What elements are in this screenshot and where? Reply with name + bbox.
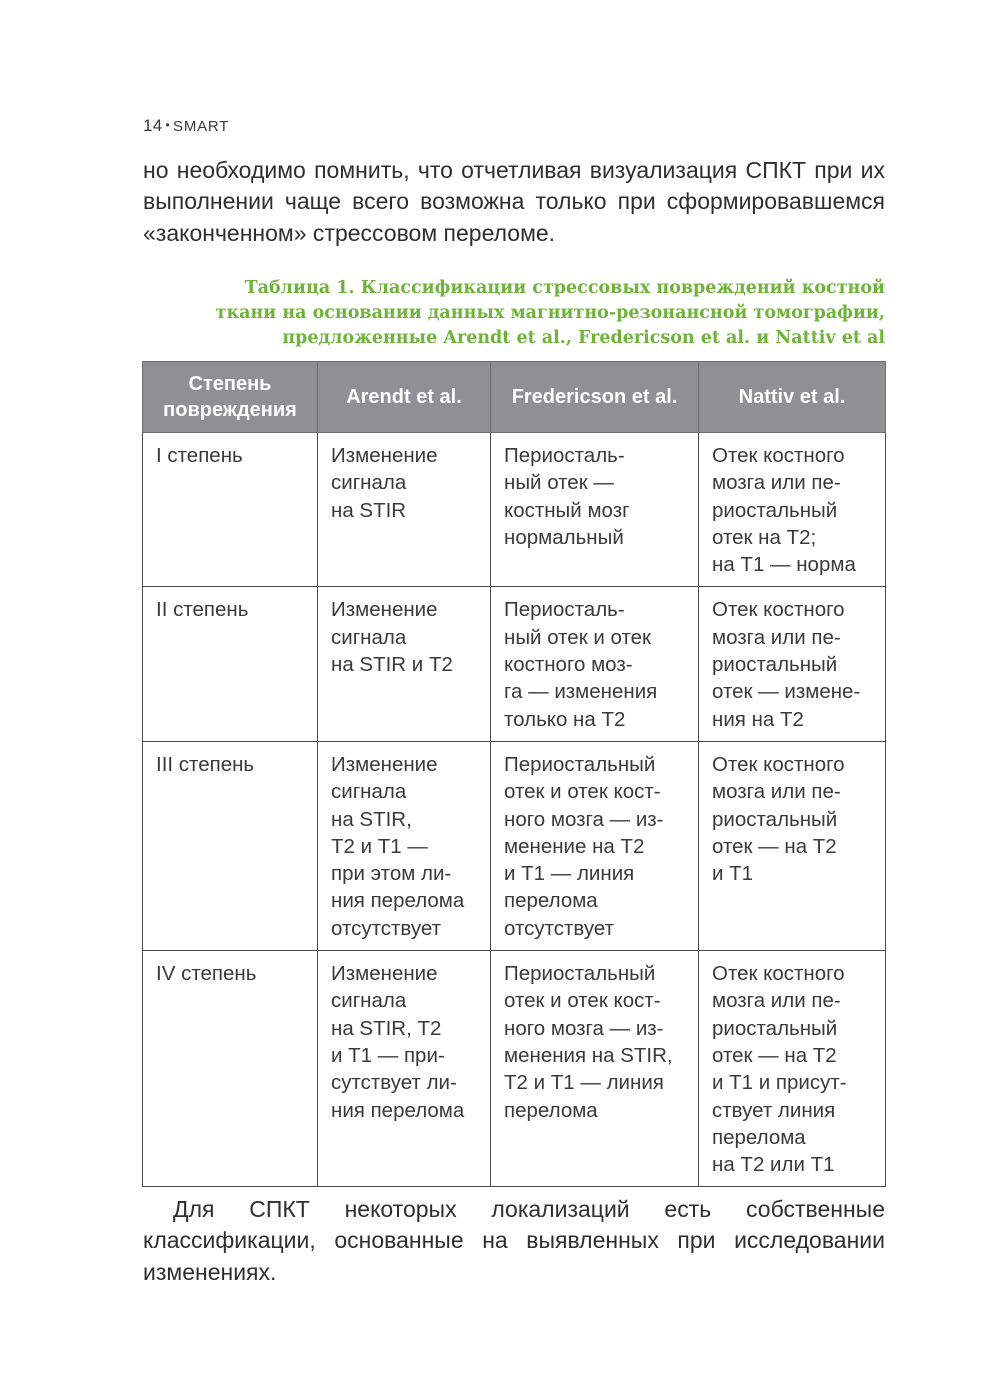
classification-table	[142, 361, 886, 1187]
nattiv-cell: Отек костного мозга или пе- риостальный отек — на Т2 и Т1	[699, 741, 886, 950]
header-separator: •	[165, 118, 171, 132]
caption-line-2: ткани на основании данных магнитно-резонансной томографии,	[215, 303, 885, 323]
table-row	[143, 741, 886, 950]
nattiv-cell: Отек костного мозга или пе- риостальный отек — измене- ния на Т2	[699, 587, 886, 741]
table-header-row	[143, 362, 886, 433]
arendt-cell: Изменение сигнала на STIR и Т2	[318, 587, 491, 741]
series-name: SMART	[173, 118, 230, 135]
arendt-cell: Изменение сигнала на STIR, Т2 и Т1 — при- сутствует ли- ния перелома	[318, 951, 491, 1187]
header-grade: Степень повреждения	[143, 362, 318, 433]
intro-paragraph: но необходимо помнить, что отчетливая визуализация СПКТ при их выполнении чаще всего возможна только при сформировавшемся «законченном» стрессовом переломе.	[143, 157, 885, 246]
header-fredericson: Fredericson et al.	[491, 362, 699, 433]
arendt-cell: Изменение сигнала на STIR, Т2 и Т1 — при этом ли- ния перелома отсутствует	[318, 741, 491, 950]
fredericson-cell: Периосталь- ный отек — костный мозг нормальный	[491, 433, 699, 587]
table-caption	[143, 276, 885, 351]
grade-cell: II степень	[143, 587, 318, 741]
table-row	[143, 433, 886, 587]
running-header	[143, 116, 229, 136]
page-number: 14	[143, 116, 163, 135]
header-nattiv: Nattiv et al.	[699, 362, 886, 433]
closing-paragraph: Для СПКТ некоторых локализаций есть собственные классификации, основанные на выявленных при исследовании изменениях.	[143, 1196, 885, 1285]
fredericson-cell: Периостальный отек и отек кост- ного мозга — из- менения на STIR, Т2 и Т1 — линия перелома	[491, 951, 699, 1187]
nattiv-cell: Отек костного мозга или пе- риостальный отек — на Т2 и Т1 и присут- ствует линия перелома на Т2 или Т1	[699, 951, 886, 1187]
caption-line-3: предложенные Arendt et al., Fredericson et al. и Nattiv et al	[282, 328, 885, 348]
fredericson-cell: Периостальный отек и отек кост- ного мозга — из- менение на Т2 и Т1 — линия перелома отсутствует	[491, 741, 699, 950]
arendt-cell: Изменение сигнала на STIR	[318, 433, 491, 587]
fredericson-cell: Периосталь- ный отек и отек костного моз- га — изменения только на Т2	[491, 587, 699, 741]
table-row	[143, 587, 886, 741]
table-row	[143, 951, 886, 1187]
header-arendt: Arendt et al.	[318, 362, 491, 433]
grade-cell: III степень	[143, 741, 318, 950]
grade-cell: I степень	[143, 433, 318, 587]
caption-line-1: Таблица 1. Классификации стрессовых повреждений костной	[244, 278, 885, 298]
nattiv-cell: Отек костного мозга или пе- риостальный отек на Т2; на Т1 — норма	[699, 433, 886, 587]
grade-cell: IV степень	[143, 951, 318, 1187]
